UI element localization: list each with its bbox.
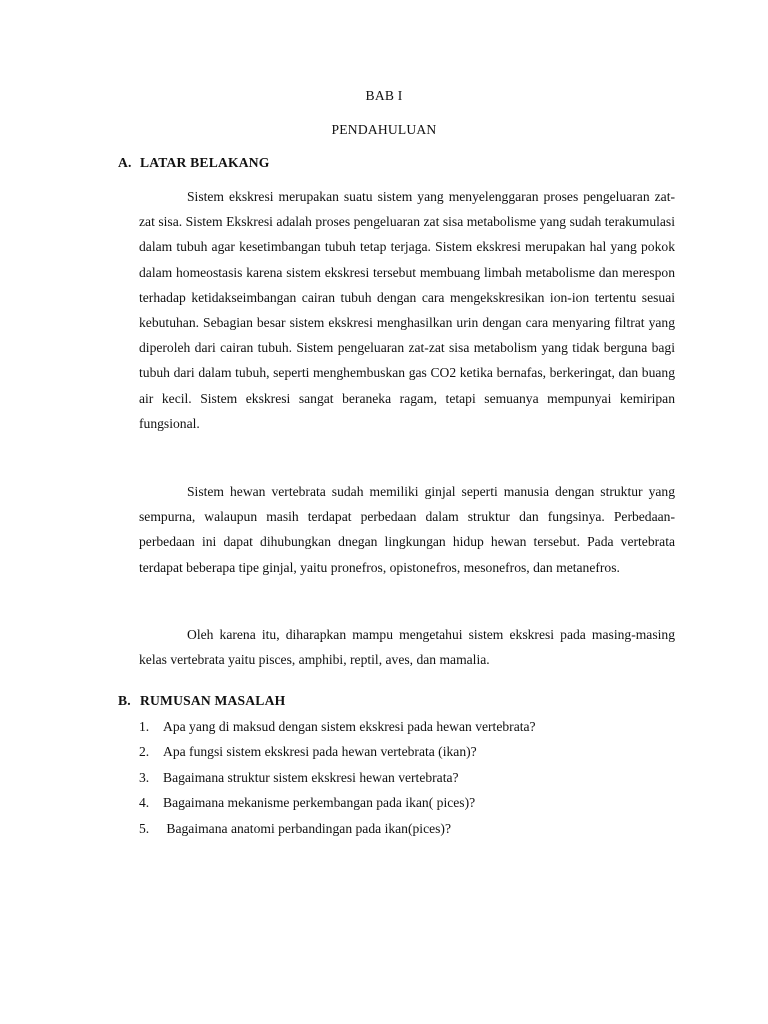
section-a-marker: A. xyxy=(118,155,132,170)
problem-statement-list xyxy=(139,714,679,841)
list-item xyxy=(139,714,679,739)
list-item xyxy=(139,790,679,815)
list-item-number: 2. xyxy=(139,744,150,760)
section-b-marker: B. xyxy=(118,693,131,708)
list-item-number: 1. xyxy=(139,719,150,734)
list-item-number: 4. xyxy=(139,795,150,811)
section-a-heading xyxy=(118,155,270,171)
list-item-text: Bagaimana anatomi perbandingan pada ikan(pices)? xyxy=(163,820,451,836)
list-item xyxy=(139,816,679,841)
list-item-text: Bagaimana struktur sistem ekskresi hewan vertebrata? xyxy=(163,769,459,785)
list-item-number: 5. xyxy=(139,820,150,836)
list-item-text: Apa yang di maksud dengan sistem ekskresi pada hewan vertebrata? xyxy=(163,719,536,734)
background-paragraph-2: Sistem hewan vertebrata sudah memiliki ginjal seperti manusia dengan struktur yang sempurna, walaupun masih terdapat perbedaan dalam struktur dan fungsinya. Perbedaan-perbedaan ini dapat dihubungkan dnegan lingkungan hidup hewan tersebut. Pada vertebrata terdapat beberapa tipe ginjal, yaitu pronefros, opistonefros, mesonefros, dan metanefros. xyxy=(139,484,675,575)
list-item xyxy=(139,765,679,790)
chapter-number: BAB I xyxy=(365,88,403,103)
list-item-number: 3. xyxy=(139,769,150,785)
section-b-title: RUMUSAN MASALAH xyxy=(140,693,286,708)
background-paragraph-1: Sistem ekskresi merupakan suatu sistem yang menyelenggaran proses pengeluaran zat-zat sisa. Sistem Ekskresi adalah proses pengeluaran zat sisa metabolisme yang sudah terakumulasi dalam tubuh agar kesetimbangan tubuh tetap terjaga. Sistem ekskresi merupakan hal yang pokok dalam homeostasis karena sistem ekskresi tersebut membuang limbah metabolisme dan merespon terhadap ketidakseimbangan cairan tubuh dengan cara mengekskresikan ion-ion tertentu sesuai kebutuhan. Sebagian besar sistem ekskresi menghasilkan urin dengan cara menyaring filtrat yang diperoleh dari cairan tubuh. Sistem pengeluaran zat-zat sisa metabolism yang tidak berguna bagi tubuh dari dalam tubuh, seperti menghembuskan gas CO2 ketika bernafas, berkeringat, dan buang air kecil. Sistem ekskresi sangat beraneka ragam, tetapi semuanya mempunyai kemiripan fungsional. xyxy=(139,189,675,431)
chapter-title: PENDAHULUAN xyxy=(331,122,437,137)
list-item-text: Bagaimana mekanisme perkembangan pada ikan( pices)? xyxy=(163,795,476,811)
section-a-title: LATAR BELAKANG xyxy=(140,155,270,170)
list-item-text: Apa fungsi sistem ekskresi pada hewan vertebrata (ikan)? xyxy=(163,744,477,760)
background-paragraph-3: Oleh karena itu, diharapkan mampu mengetahui sistem ekskresi pada masing-masing kelas vertebrata yaitu pisces, amphibi, reptil, aves, dan mamalia. xyxy=(139,627,675,668)
list-item xyxy=(139,739,679,764)
section-b-heading xyxy=(118,693,285,709)
